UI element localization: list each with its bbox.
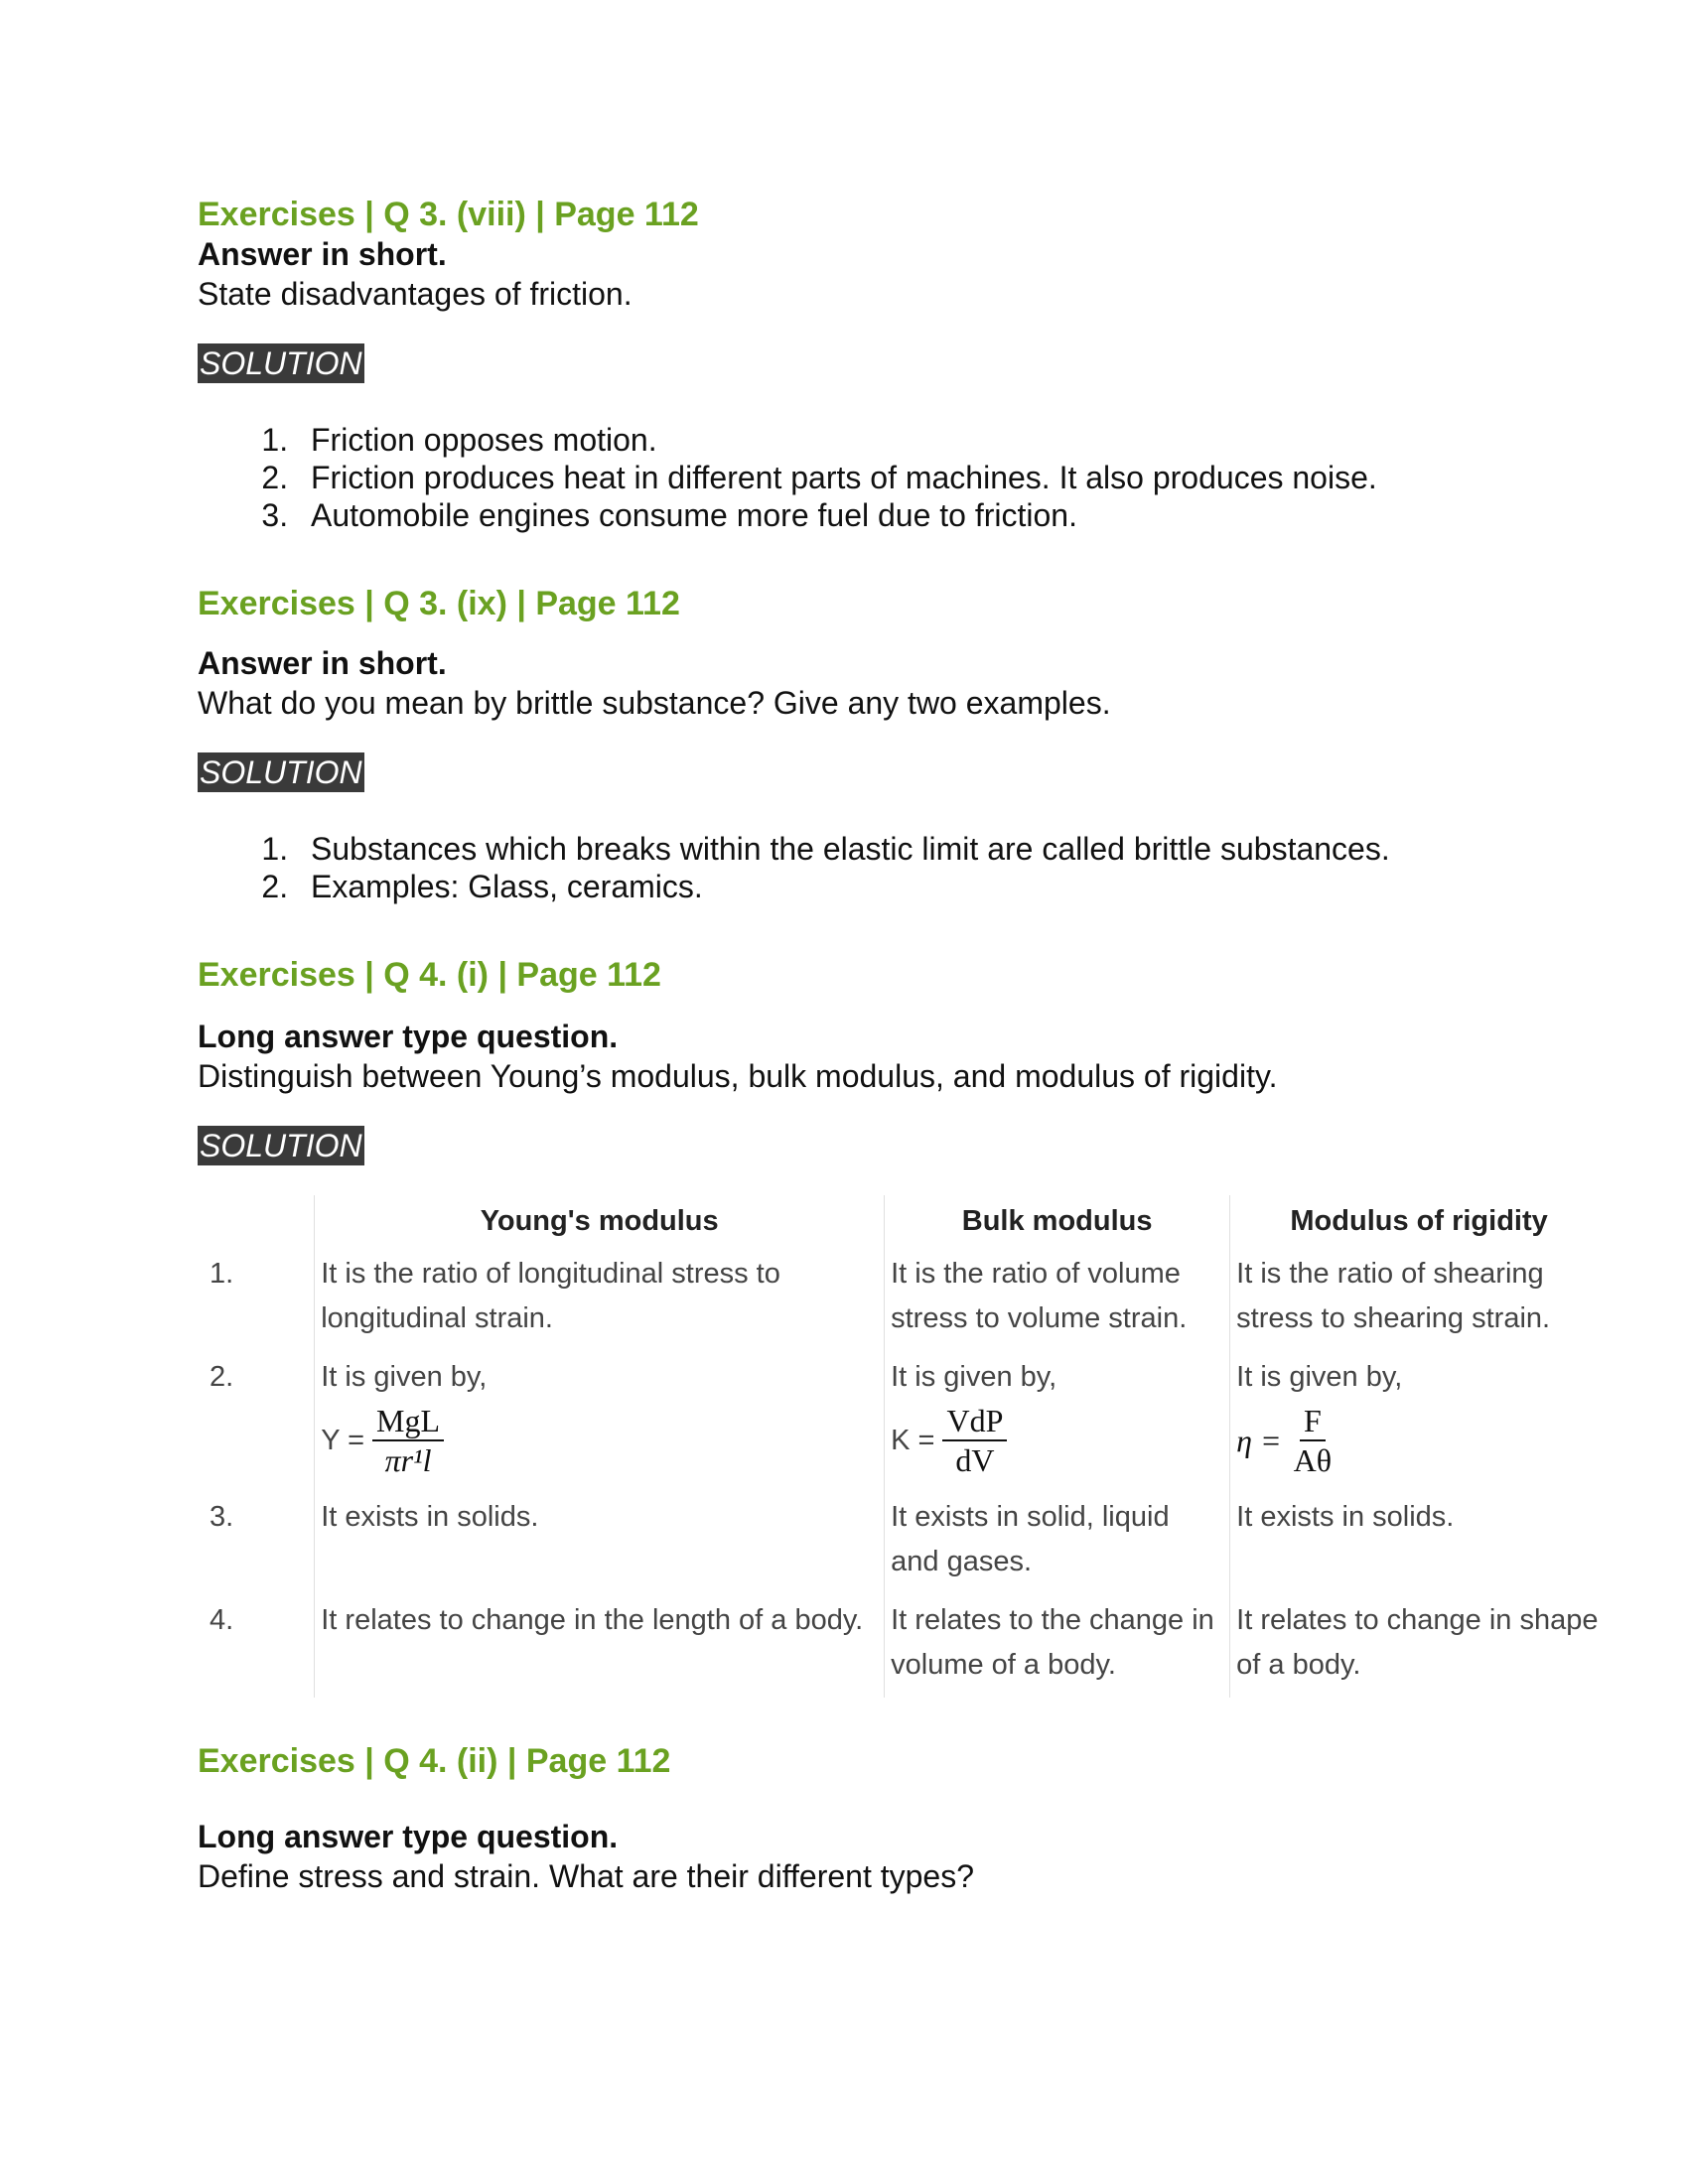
table-row <box>198 1594 1608 1698</box>
rigidity-modulus-formula <box>1236 1400 1602 1481</box>
row-number: 3. <box>210 1501 234 1533</box>
row-number: 4. <box>210 1604 234 1636</box>
solution-list <box>198 830 1608 905</box>
formula-numerator: VdP <box>942 1402 1007 1441</box>
table-row <box>198 1351 1608 1491</box>
youngs-modulus-formula <box>321 1400 878 1481</box>
exercise-section-q3-ix <box>198 584 1608 905</box>
table-cell: It exists in solids. <box>315 1491 885 1594</box>
table-cell: It is the ratio of volume stress to volume strain. <box>885 1248 1230 1351</box>
solution-label: SOLUTION <box>200 1128 362 1163</box>
formula-denominator: Aθ <box>1293 1442 1333 1478</box>
formula-fraction <box>942 1402 1007 1479</box>
exercise-section-q4-i <box>198 955 1608 1698</box>
formula-numerator: F <box>1300 1402 1326 1441</box>
table-header-cell <box>198 1195 315 1248</box>
exercise-heading: Exercises | Q 3. (viii) | Page 112 <box>198 196 699 233</box>
row-number: 1. <box>210 1258 234 1290</box>
formula-lhs: K = <box>891 1424 935 1456</box>
formula-fraction <box>372 1402 444 1479</box>
table-header-cell: Bulk modulus <box>885 1195 1230 1248</box>
solution-label: SOLUTION <box>200 345 362 381</box>
question-type: Answer in short. <box>198 236 447 272</box>
solution-list <box>198 421 1608 534</box>
exercise-heading: Exercises | Q 3. (ix) | Page 112 <box>198 585 680 622</box>
bulk-modulus-formula <box>891 1400 1223 1481</box>
question-text: Define stress and strain. What are their different types? <box>198 1858 975 1894</box>
given-by-label: It is given by, <box>321 1361 488 1393</box>
list-item: 2. Friction produces heat in different parts of machines. It also produces noise. <box>297 459 1608 496</box>
formula-numerator: MgL <box>372 1402 444 1441</box>
formula-fraction <box>1290 1402 1336 1479</box>
table-cell: It relates to change in the length of a body. <box>315 1594 885 1698</box>
exercise-section-q4-ii <box>198 1741 1608 1896</box>
question-text: Distinguish between Young’s modulus, bulk modulus, and modulus of rigidity. <box>198 1058 1278 1094</box>
list-item: 2. Examples: Glass, ceramics. <box>297 868 1608 905</box>
list-item: 1. Substances which breaks within the elastic limit are called brittle substances. <box>297 830 1608 868</box>
table-cell: It is the ratio of longitudinal stress to longitudinal strain. <box>315 1248 885 1351</box>
question-type: Long answer type question. <box>198 1819 619 1854</box>
question-type: Answer in short. <box>198 645 447 681</box>
table-cell <box>315 1351 885 1491</box>
table-cell: It exists in solids. <box>1230 1491 1608 1594</box>
question-text: State disadvantages of friction. <box>198 276 633 312</box>
table-cell: It is the ratio of shearing stress to shearing strain. <box>1230 1248 1608 1351</box>
table-header-row <box>198 1195 1608 1248</box>
list-item: 3. Automobile engines consume more fuel due to friction. <box>297 496 1608 534</box>
document-page <box>198 195 1608 1896</box>
question-text: What do you mean by brittle substance? Give any two examples. <box>198 685 1111 721</box>
table-row <box>198 1248 1608 1351</box>
exercise-section-q3-viii <box>198 195 1608 534</box>
table-cell: It relates to change in shape of a body. <box>1230 1594 1608 1698</box>
formula-denominator: dV <box>955 1442 995 1478</box>
solution-label: SOLUTION <box>200 754 362 790</box>
exercise-heading: Exercises | Q 4. (i) | Page 112 <box>198 956 661 994</box>
formula-lhs: Y = <box>321 1424 365 1456</box>
table-header-cell: Modulus of rigidity <box>1230 1195 1608 1248</box>
exercise-heading: Exercises | Q 4. (ii) | Page 112 <box>198 1742 671 1780</box>
table-cell: It exists in solid, liquid and gases. <box>885 1491 1230 1594</box>
table-header-cell: Young's modulus <box>315 1195 885 1248</box>
formula-denominator: πr¹l <box>384 1442 432 1478</box>
given-by-label: It is given by, <box>891 1361 1057 1393</box>
table-cell <box>1230 1351 1608 1491</box>
table-cell: It relates to the change in volume of a body. <box>885 1594 1230 1698</box>
row-number: 2. <box>210 1361 234 1393</box>
table-row <box>198 1491 1608 1594</box>
comparison-table <box>198 1195 1608 1698</box>
given-by-label: It is given by, <box>1236 1361 1403 1393</box>
formula-lhs: η = <box>1236 1422 1282 1458</box>
question-type: Long answer type question. <box>198 1019 619 1054</box>
table-cell <box>885 1351 1230 1491</box>
list-item: 1. Friction opposes motion. <box>297 421 1608 459</box>
